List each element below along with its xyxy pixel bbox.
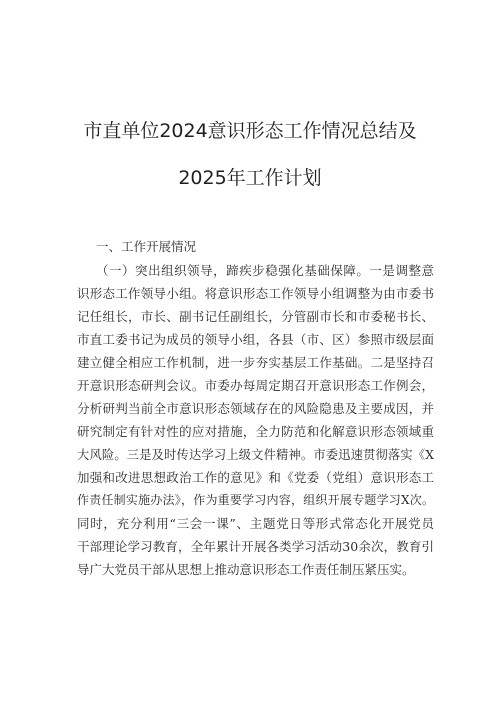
paragraph-line: 分析研判当前全市意识形态领域存在的风险隐患及主要成因，并	[77, 401, 434, 416]
paragraph-line: 市直工委书记为成员的领导小组，各县（市、区）参照市级层面	[77, 332, 434, 347]
section-heading: 一、工作开展情况	[96, 239, 197, 254]
paragraph-line: 作责任制实施办法》，作为重要学习内容，组织开展专题学习X次。	[77, 493, 434, 507]
paragraph-line: 加强和改进思想政治工作的意见》和《党委（党组）意识形态工	[77, 470, 434, 485]
paragraph-line: 开意识形态研判会议。市委办每周定期召开意识形态工作例会，	[77, 378, 434, 393]
paragraph-line: （一）突出组织领导，蹄疾步稳强化基础保障。一是调整意	[96, 263, 434, 278]
document-title-line-2: 2025年工作计划	[178, 167, 322, 189]
document-title-line-1: 市直单位2024意识形态工作情况总结及	[83, 120, 417, 142]
paragraph-line: 识形态工作领导小组。将意识形态工作领导小组调整为由市委书	[77, 286, 434, 301]
paragraph-line: 建立健全相应工作机制，进一步夯实基层工作基础。二是坚持召	[77, 355, 434, 370]
paragraph-line: 研究制定有针对性的应对措施，全力防范和化解意识形态领域重	[77, 424, 434, 439]
paragraph-line: 记任组长，市长、副书记任副组长，分管副市长和市委秘书长、	[77, 309, 434, 324]
paragraph-line: 同时，充分利用“三会一课”、主题党日等形式常态化开展党员	[77, 516, 434, 531]
paragraph-line: 干部理论学习教育，全年累计开展各类学习活动30余次，教育引	[77, 539, 434, 554]
paragraph-line: 大风险。三是及时传达学习上级文件精神。市委迅速贯彻落实《X	[77, 448, 434, 462]
paragraph-line: 导广大党员干部从思想上推动意识形态工作责任制压紧压实。	[77, 562, 415, 577]
